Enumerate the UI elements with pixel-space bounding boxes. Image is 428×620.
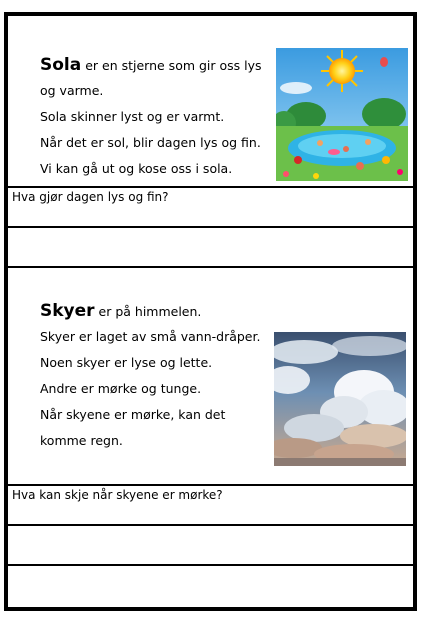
sun-paragraph <box>40 52 272 182</box>
sun-line: Når det er sol, blir dagen lys og fin. <box>40 135 261 150</box>
clouds-picture <box>274 332 406 466</box>
divider <box>8 266 413 268</box>
clouds-line: Noen skyer er lyse og lette. <box>40 355 213 370</box>
sun-line: Vi kan gå ut og kose oss i sola. <box>40 161 233 176</box>
divider <box>8 186 413 188</box>
clouds-line: komme regn. <box>40 433 123 448</box>
answer-line <box>8 226 413 228</box>
sun-first-line: Sola er en stjerne som gir oss lys <box>40 55 262 75</box>
worksheet-frame <box>4 12 417 611</box>
sunny-pool-picture <box>276 48 408 181</box>
clouds-line: Skyer er laget av små vann-dråper. <box>40 329 261 344</box>
sun-lead-word: Sola <box>40 55 82 75</box>
clouds-paragraph <box>40 298 272 454</box>
divider <box>8 484 413 486</box>
clouds-first-line: Skyer er på himmelen. <box>40 301 202 321</box>
clouds-question: Hva kan skje når skyene er mørke? <box>12 488 223 502</box>
clouds-illustration <box>274 332 406 466</box>
answer-line <box>8 564 413 566</box>
sun-line: og varme. <box>40 83 104 98</box>
clouds-line: Andre er mørke og tunge. <box>40 381 202 396</box>
sun-question: Hva gjør dagen lys og fin? <box>12 190 169 204</box>
sun-line: Sola skinner lyst og er varmt. <box>40 109 225 124</box>
answer-line <box>8 524 413 526</box>
clouds-lead-word: Skyer <box>40 301 95 321</box>
clouds-line: Når skyene er mørke, kan det <box>40 407 226 422</box>
sunny-pool-illustration <box>276 48 408 181</box>
